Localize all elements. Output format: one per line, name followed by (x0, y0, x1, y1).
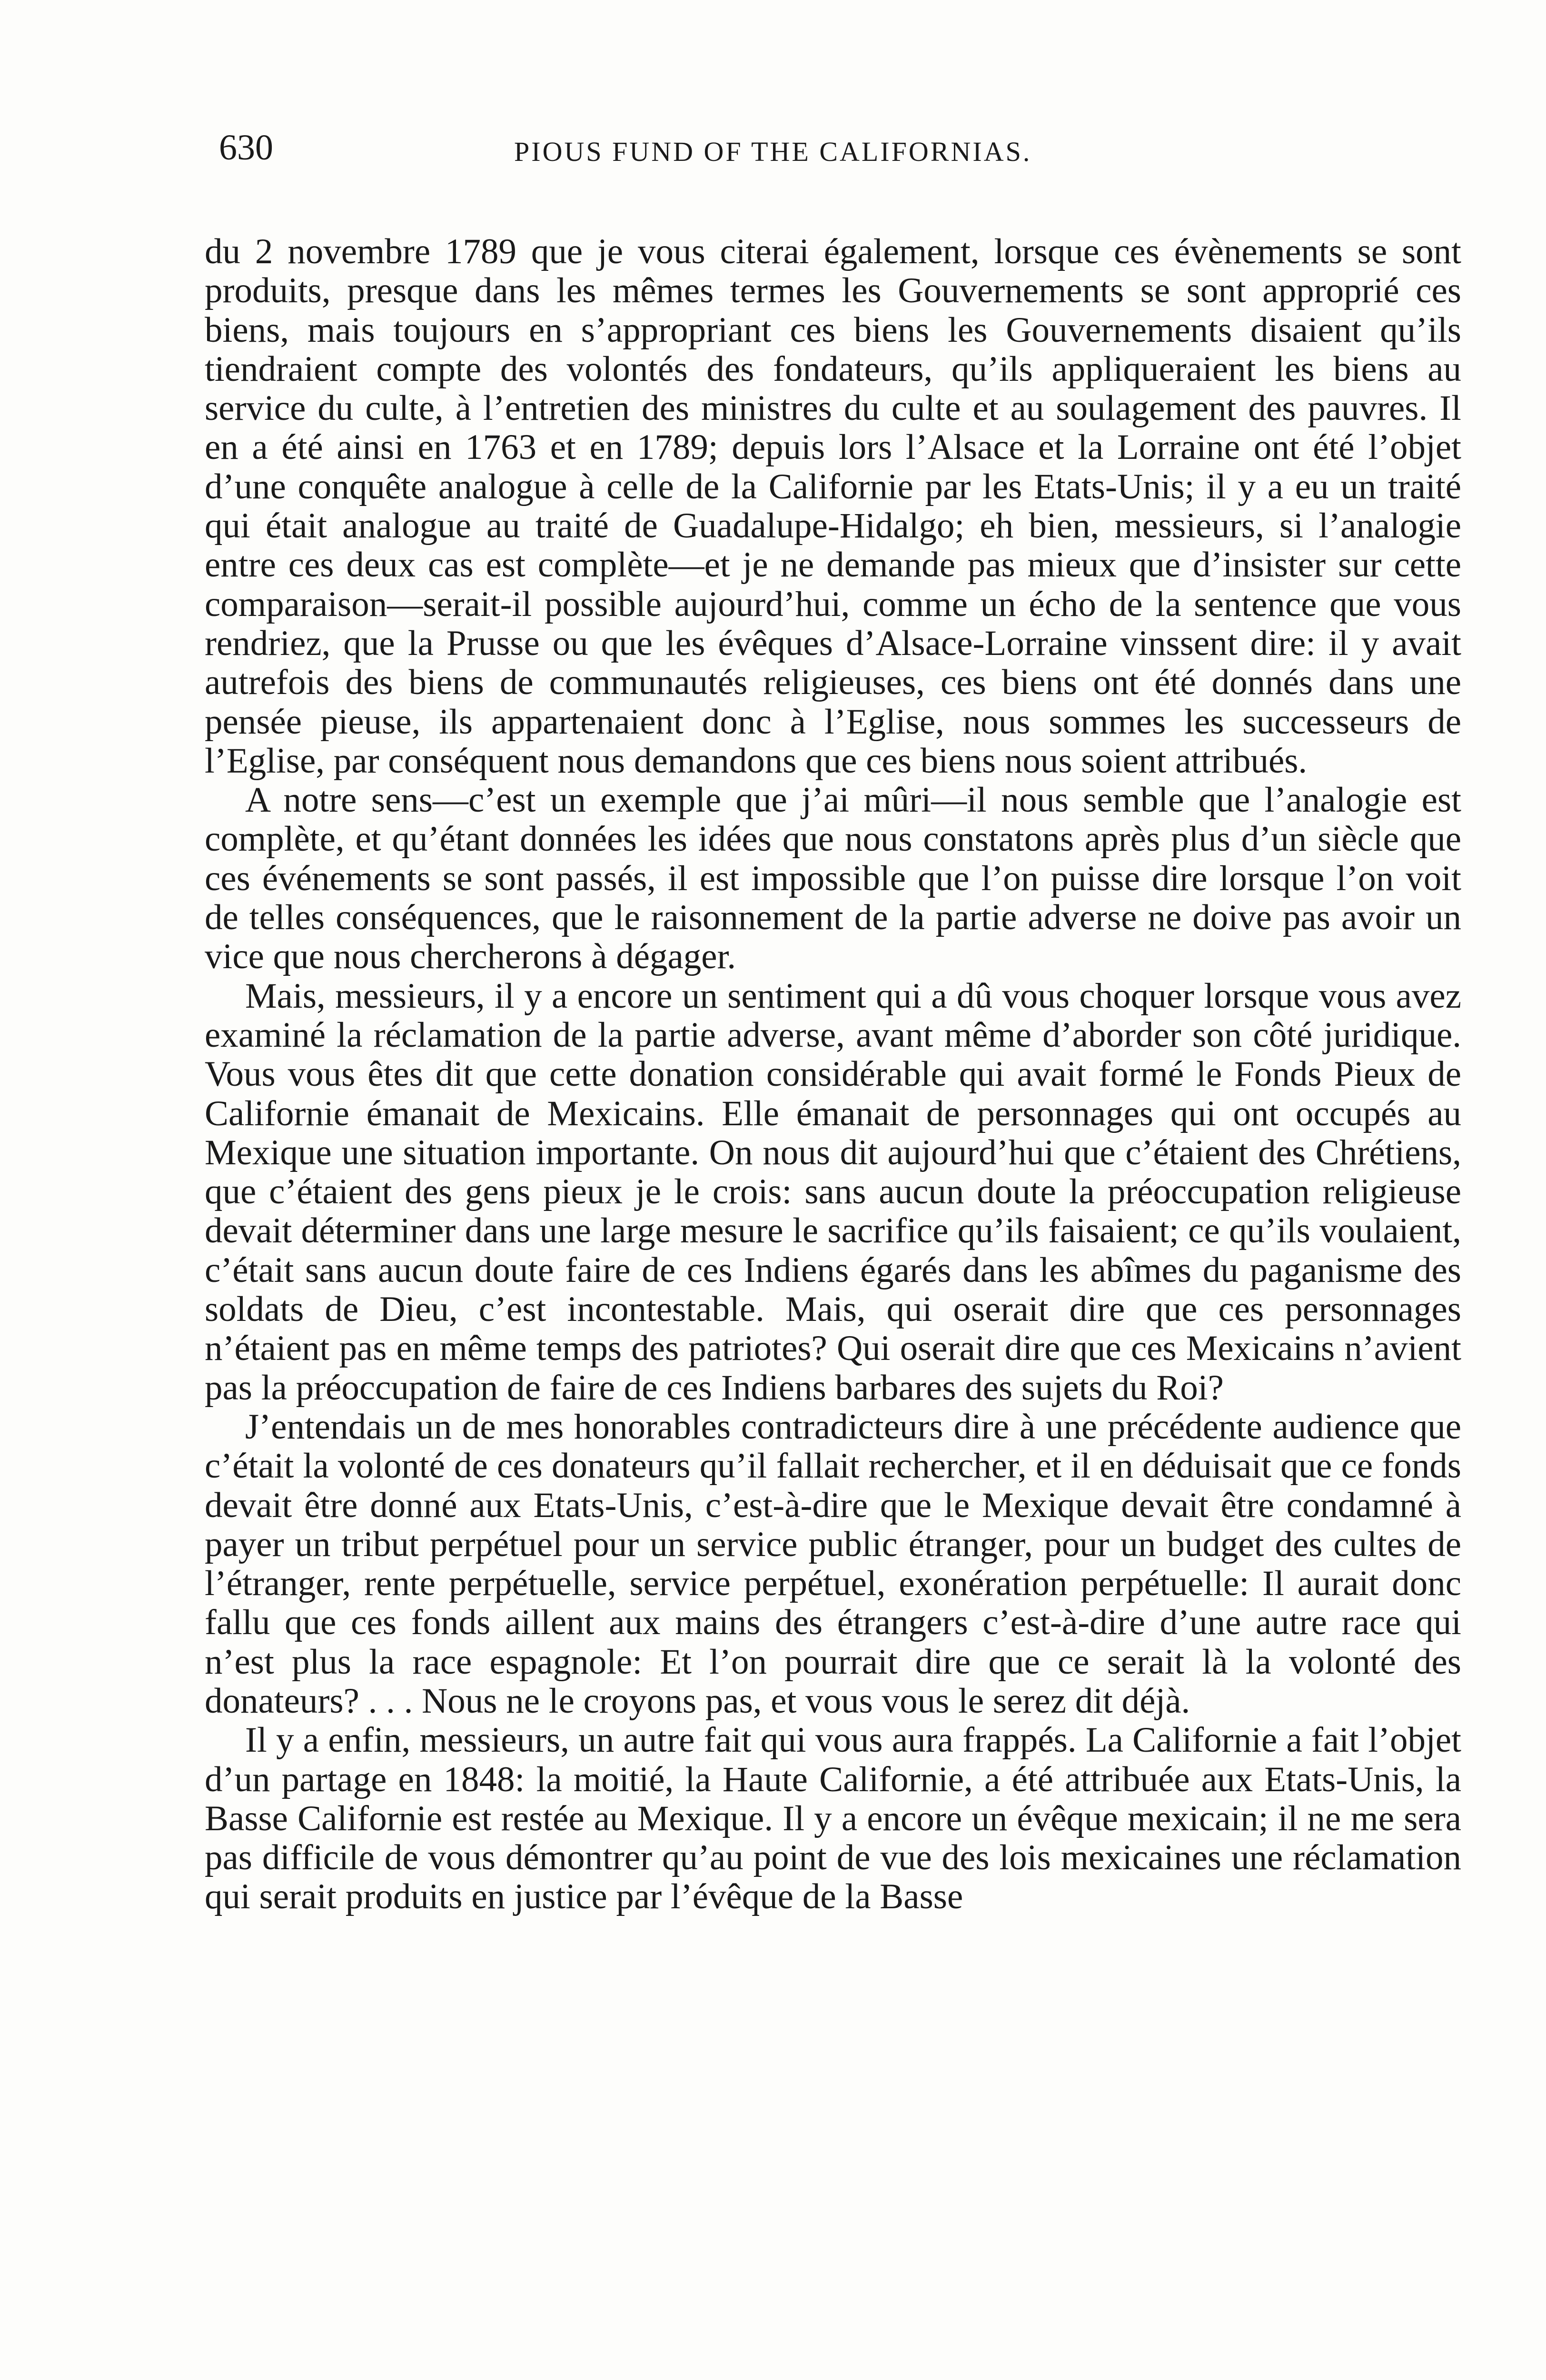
paragraph-analogy: A notre sens—c’est un exemple que j’ai mûri—il nous semble que l’analogie est complète, et qu’étant données les idées que nous constatons après plus d’un siècle que ces événements se sont passés, il est impossible que l’on puisse dire lorsque l’on voit de telles conséquences, que le raisonnement de la partie adverse ne doive pas avoir un vice que nous chercherons à dégager. (205, 780, 1461, 977)
paragraph-partition: Il y a enfin, messieurs, un autre fait qui vous aura frappés. La Californie a fait l’objet d’un partage en 1848: la moitié, la Haute Californie, a été attribuée aux Etats-Unis, la Basse Californie est restée au Mexique. Il y a encore un évêque mexicain; il ne me sera pas difficile de vous démontrer qu’au point de vue des lois mexicaines une réclamation qui serait produits en justice par l’évêque de la Basse (205, 1720, 1461, 1917)
body-text (205, 232, 1461, 1917)
paragraph-donors-will: J’entendais un de mes honorables contradicteurs dire à une précédente audience que c’était la volonté de ces donateurs qu’il fallait rechercher, et il en déduisait que ce fonds devait être donné aux Etats-Unis, c’est-à-dire que le Mexique devait être condamné à payer un tribut perpétuel pour un service public étranger, pour un budget des cultes de l’étranger, rente perpétuelle, service perpétuel, exonération perpétuelle: Il aurait donc fallu que ces fonds aillent aux mains des étrangers c’est-à-dire d’une autre race qui n’est plus la race espagnole: Et l’on pourrait dire que ce serait là la volonté des donateurs? . . . Nous ne le croyons pas, et vous vous le serez dit déjà. (205, 1407, 1461, 1721)
page-header (219, 121, 1476, 183)
paragraph-sentiment: Mais, messieurs, il y a encore un sentiment qui a dû vous choquer lorsque vous avez examiné la réclamation de la partie adverse, avant même d’aborder son côté juridique. Vous vous êtes dit que cette donation considérable qui avait formé le Fonds Pieux de Californie émanait de Mexicains. Elle émanait de personnages qui ont occupés au Mexique une situation importante. On nous dit aujourd’hui que c’étaient des Chrétiens, que c’étaient des gens pieux je le crois: sans aucun doute la préoccupation religieuse devait déterminer dans une large mesure le sacrifice qu’ils faisaient; ce qu’ils voulaient, c’était sans aucun doute faire de ces Indiens égarés dans les abîmes du paganisme des soldats de Dieu, c’est incontestable. Mais, qui oserait dire que ces personnages n’étaient pas en même temps des patriotes? Qui oserait dire que ces Mexicains n’avient pas la préoccupation de faire de ces Indiens barbares des sujets du Roi? (205, 976, 1461, 1408)
running-title: PIOUS FUND OF THE CALIFORNIAS. (514, 136, 1032, 167)
page-number: 630 (219, 128, 273, 168)
paragraph-continuation: du 2 novembre 1789 que je vous citerai également, lorsque ces évènements se sont produits, presque dans les mêmes termes les Gouvernements se sont approprié ces biens, mais toujours en s’appropriant ces biens les Gouvernements disaient qu’ils tiendraient compte des volontés des fondateurs, qu’ils appliqueraient les biens au service du culte, à l’entretien des ministres du culte et au soulagement des pauvres. Il en a été ainsi en 1763 et en 1789; depuis lors l’Alsace et la Lorraine ont été l’objet d’une conquête analogue à celle de la Californie par les Etats-Unis; il y a eu un traité qui était analogue au traité de Guadalupe-Hidalgo; eh bien, messieurs, si l’analogie entre ces deux cas est complète—et je ne demande pas mieux que d’insister sur cette comparaison—serait-il possible aujourd’hui, comme un écho de la sentence que vous rendriez, que la Prusse ou que les évêques d’Alsace-Lorraine vinssent dire: il y avait autrefois des biens de communautés religieuses, ces biens ont été donnés dans une pensée pieuse, ils appartenaient donc à l’Eglise, nous sommes les successeurs de l’Eglise, par conséquent nous demandons que ces biens nous soient attribués. (205, 232, 1461, 781)
